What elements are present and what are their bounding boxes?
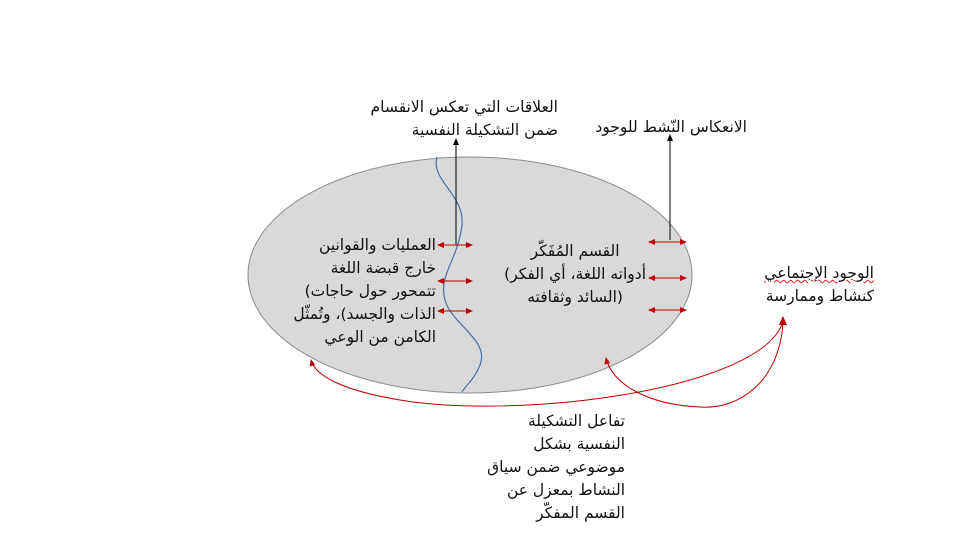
- label-line: كنشاط وممارسة: [765, 287, 874, 305]
- label-line: أدواته اللغة، أي الفكر): [504, 265, 646, 283]
- label-line: النفسية بشكل: [533, 435, 625, 453]
- social-existence-label: [764, 262, 874, 308]
- left-region-text: [293, 234, 436, 349]
- label-line: الذات والجسد)، وتُمثّل: [293, 305, 436, 323]
- label-line: القسم المُفَكّر: [530, 242, 620, 260]
- label-line: ضمن التشكيلة النفسية: [411, 121, 558, 139]
- label-line: تتمحور حول حاجات): [304, 282, 436, 300]
- label-line: الكامن من الوعي: [324, 328, 436, 346]
- label-line: النشاط بمعزل عن: [506, 481, 625, 499]
- bottom-label: [487, 410, 625, 525]
- label-line: الانعكاس النّشط للوجود: [595, 118, 747, 136]
- label-line: خارج قبضة اللغة: [330, 259, 436, 277]
- arrowhead-social: [779, 316, 787, 325]
- right-region-text: [504, 240, 646, 309]
- top-right-label: [595, 116, 747, 139]
- label-line: (السائد وثقافته: [527, 288, 623, 306]
- label-line: تفاعل التشكيلة: [527, 412, 625, 430]
- top-left-label: [371, 96, 558, 142]
- label-line: الوجود الإجتماعي: [764, 264, 874, 282]
- label-line: موضوعي ضمن سياق: [487, 458, 625, 476]
- label-line: العلاقات التي تعكس الانقسام: [370, 98, 558, 116]
- label-line: العمليات والقوانين: [319, 236, 436, 254]
- label-line: القسم المفكّر: [536, 504, 625, 522]
